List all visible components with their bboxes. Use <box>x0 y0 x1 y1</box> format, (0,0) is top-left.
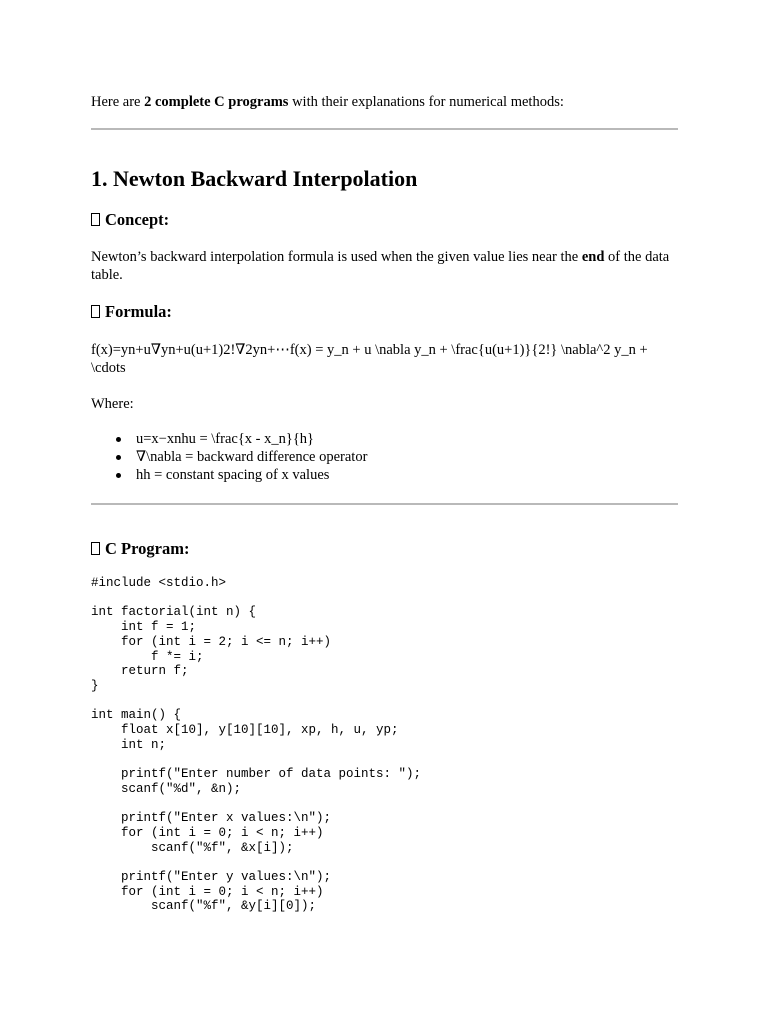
intro-text-after: with their explanations for numerical methods: <box>288 94 564 110</box>
missing-glyph-icon <box>91 542 100 555</box>
concept-heading-label: Concept: <box>105 210 170 229</box>
variable-list <box>91 430 367 484</box>
missing-glyph-icon <box>91 305 100 318</box>
program-heading <box>91 538 189 560</box>
horizontal-rule <box>91 503 678 505</box>
where-label: Where: <box>91 396 134 412</box>
program-heading-label: C Program: <box>105 539 190 558</box>
intro-text-before: Here are <box>91 94 145 110</box>
list-item: ∇\nabla = backward difference operator <box>136 449 368 465</box>
concept-text-before: Newton’s backward interpolation formula is used when the given value lies near the <box>91 249 582 265</box>
concept-text-bold: end <box>581 249 605 265</box>
code-block: #include <stdio.h> int factorial(int n) { int f = 1; for (int i = 2; i <= n; i++) f *= i; return f; } int main() { float x[10], y[10][10], xp, h, u, yp; int n; printf("Enter number of data points: "); scanf("%d", &n); printf("Enter x values:\n"); for (int i = 0; i < n; i++) scanf("%f", &x[i]); printf("Enter y values:\n"); for (int i = 0; i < n; i++) scanf("%f", &y[i][0]); <box>91 576 422 914</box>
intro-paragraph <box>91 93 564 111</box>
concept-heading <box>91 209 169 231</box>
formula-text: f(x)=yn+u∇yn+u(u+1)2!∇2yn+⋯f(x) = y_n + u \nabla y_n + \frac{u(u+1)}{2!} \nabla^2 y_n + \cdots <box>91 342 648 376</box>
missing-glyph-icon <box>91 213 100 226</box>
formula-heading <box>91 301 172 323</box>
list-item: u=x−xnhu = \frac{x - x_n}{h} <box>136 430 367 448</box>
concept-paragraph <box>91 248 678 284</box>
list-item: hh = constant spacing of x values <box>136 466 367 484</box>
section-title: 1. Newton Backward Interpolation <box>91 166 418 191</box>
intro-text-bold: 2 complete C programs <box>144 94 289 110</box>
horizontal-rule <box>91 128 678 130</box>
formula-heading-label: Formula: <box>105 302 172 321</box>
concept-text-after: of the data table. <box>91 249 670 283</box>
